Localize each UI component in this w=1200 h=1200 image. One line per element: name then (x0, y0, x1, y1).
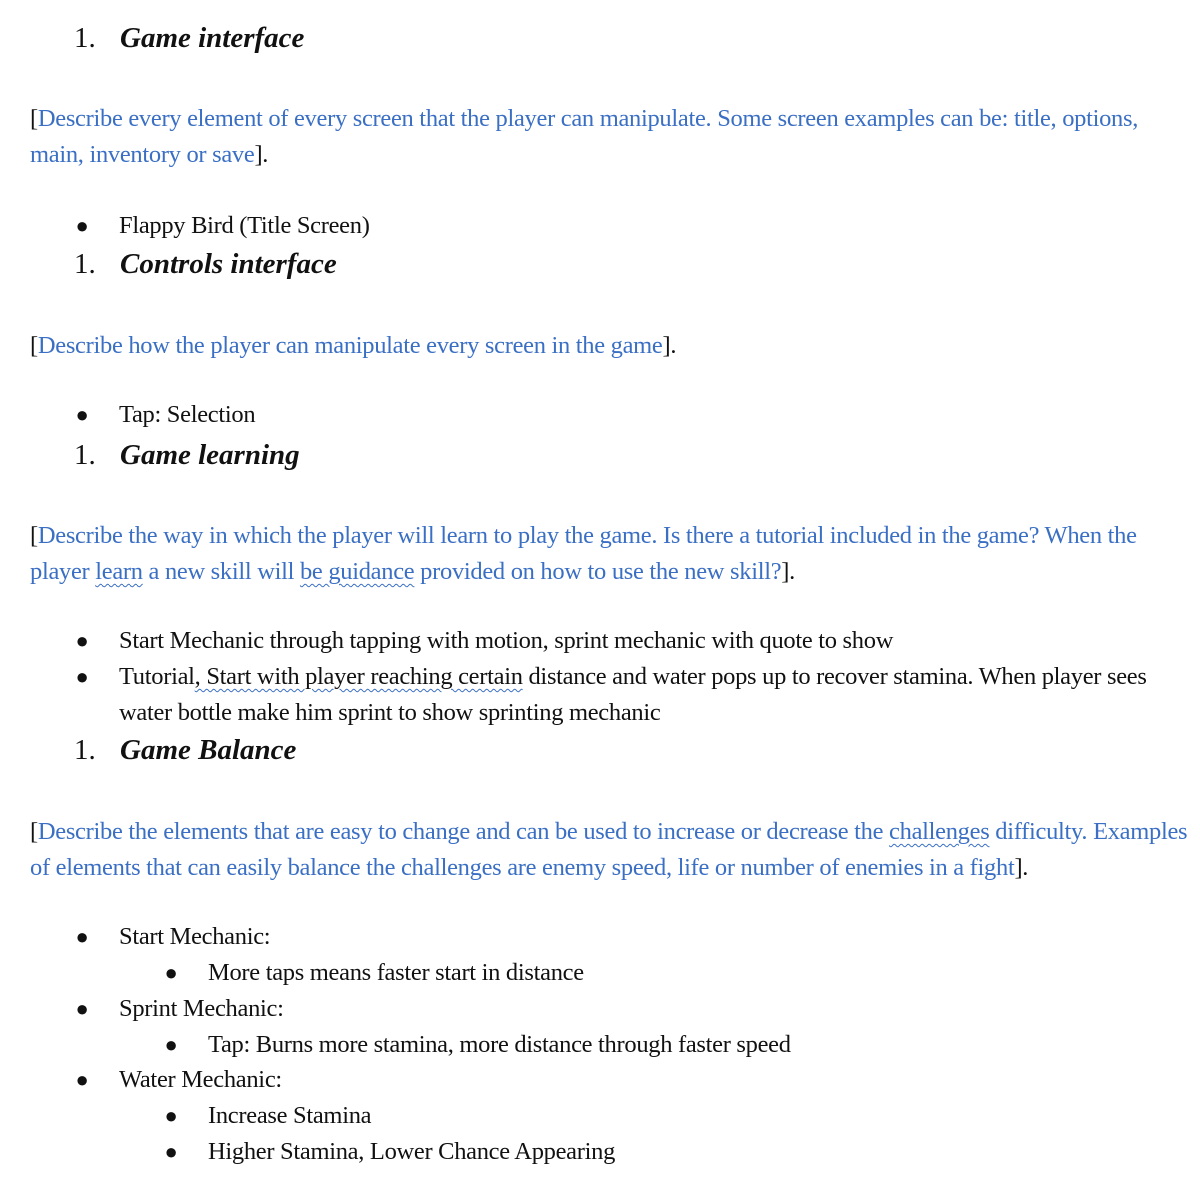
section-number: 1. (74, 439, 96, 471)
grammar-flag[interactable]: be guidance (299, 558, 415, 585)
section-heading-game-learning (74, 438, 300, 472)
bullet-icon: ● (75, 664, 89, 689)
list-item-text: Tap: Burns more stamina, more distance through faster speed (208, 1031, 791, 1058)
bullet-icon: ● (164, 1103, 178, 1128)
bullet-icon: ● (75, 628, 89, 653)
bullet-icon: ● (75, 996, 89, 1021)
instruction-game-learning (30, 518, 1190, 590)
instruction-controls-interface (30, 328, 1190, 364)
instruction-text: Describe how the player can manipulate every screen in the game (37, 332, 663, 359)
instruction-text: difficulty. Examples of elements that can easily balance the challenges are enemy speed, life or number of enemies in a fight (30, 818, 1188, 881)
list-item-text-part: Tutorial (119, 663, 195, 690)
list-item-text: More taps means faster start in distance (208, 959, 584, 986)
section-title: Game Balance (120, 734, 297, 766)
instruction-text: Describe every element of every screen that the player can manipulate. Some screen examples can be: title, options, main, inventory or save (30, 105, 1139, 168)
bracket-open: [ (30, 818, 38, 845)
instruction-text: a new skill will (142, 558, 300, 585)
section-title: Game interface (120, 22, 305, 54)
bullet-icon: ● (164, 1139, 178, 1164)
grammar-flag[interactable]: , Start with player reaching certain (194, 663, 523, 690)
list-item-text: Start Mechanic through tapping with motion, sprint mechanic with quote to show (119, 627, 894, 654)
section-number: 1. (74, 22, 96, 54)
list-item (72, 659, 1182, 731)
section-heading-game-interface (74, 21, 304, 55)
bracket-close: ]. (254, 141, 269, 168)
list-item-text-part: distance and water pops up to recover stamina. When player sees water bottle make him sprint to show sprinting mechanic (119, 663, 1147, 726)
instruction-text: Describe the way in which the player will learn to play the game. Is there a tutorial included in the game? When the player (30, 522, 1137, 585)
bracket-open: [ (30, 105, 38, 132)
section-title: Controls interface (120, 248, 337, 280)
instruction-text: Describe the elements that are easy to change and can be used to increase or decrease the (37, 818, 890, 845)
list-item-text: Sprint Mechanic: (119, 995, 284, 1022)
list-item-text: Start Mechanic: (119, 923, 271, 950)
list-item-text: Increase Stamina (208, 1102, 372, 1129)
list-item-text: Tap: Selection (119, 401, 256, 428)
section-number: 1. (74, 248, 96, 280)
instruction-game-interface (30, 101, 1190, 173)
instruction-text: provided on how to use the new skill? (414, 558, 782, 585)
grammar-flag[interactable]: learn (95, 558, 143, 585)
bracket-close: ]. (662, 332, 677, 359)
section-number: 1. (74, 734, 96, 766)
bullet-icon: ● (75, 213, 89, 238)
list-item-text: Water Mechanic: (119, 1066, 282, 1093)
instruction-game-balance (30, 814, 1190, 886)
list-item-text: Flappy Bird (Title Screen) (119, 212, 370, 239)
bullet-icon: ● (164, 1032, 178, 1057)
section-title: Game learning (120, 439, 300, 471)
bracket-open: [ (30, 332, 38, 359)
list-item-text (119, 659, 1149, 731)
section-heading-game-balance (74, 733, 296, 767)
bullet-icon: ● (75, 402, 89, 427)
grammar-flag[interactable]: challenges (889, 818, 990, 845)
bullet-icon: ● (164, 960, 178, 985)
bullet-icon: ● (75, 1067, 89, 1092)
list-item-text: Higher Stamina, Lower Chance Appearing (208, 1138, 616, 1165)
bracket-open: [ (30, 522, 38, 549)
bracket-close: ]. (1014, 854, 1029, 881)
bracket-close: ]. (781, 558, 795, 585)
bullet-icon: ● (75, 924, 89, 949)
section-heading-controls-interface (74, 247, 337, 281)
